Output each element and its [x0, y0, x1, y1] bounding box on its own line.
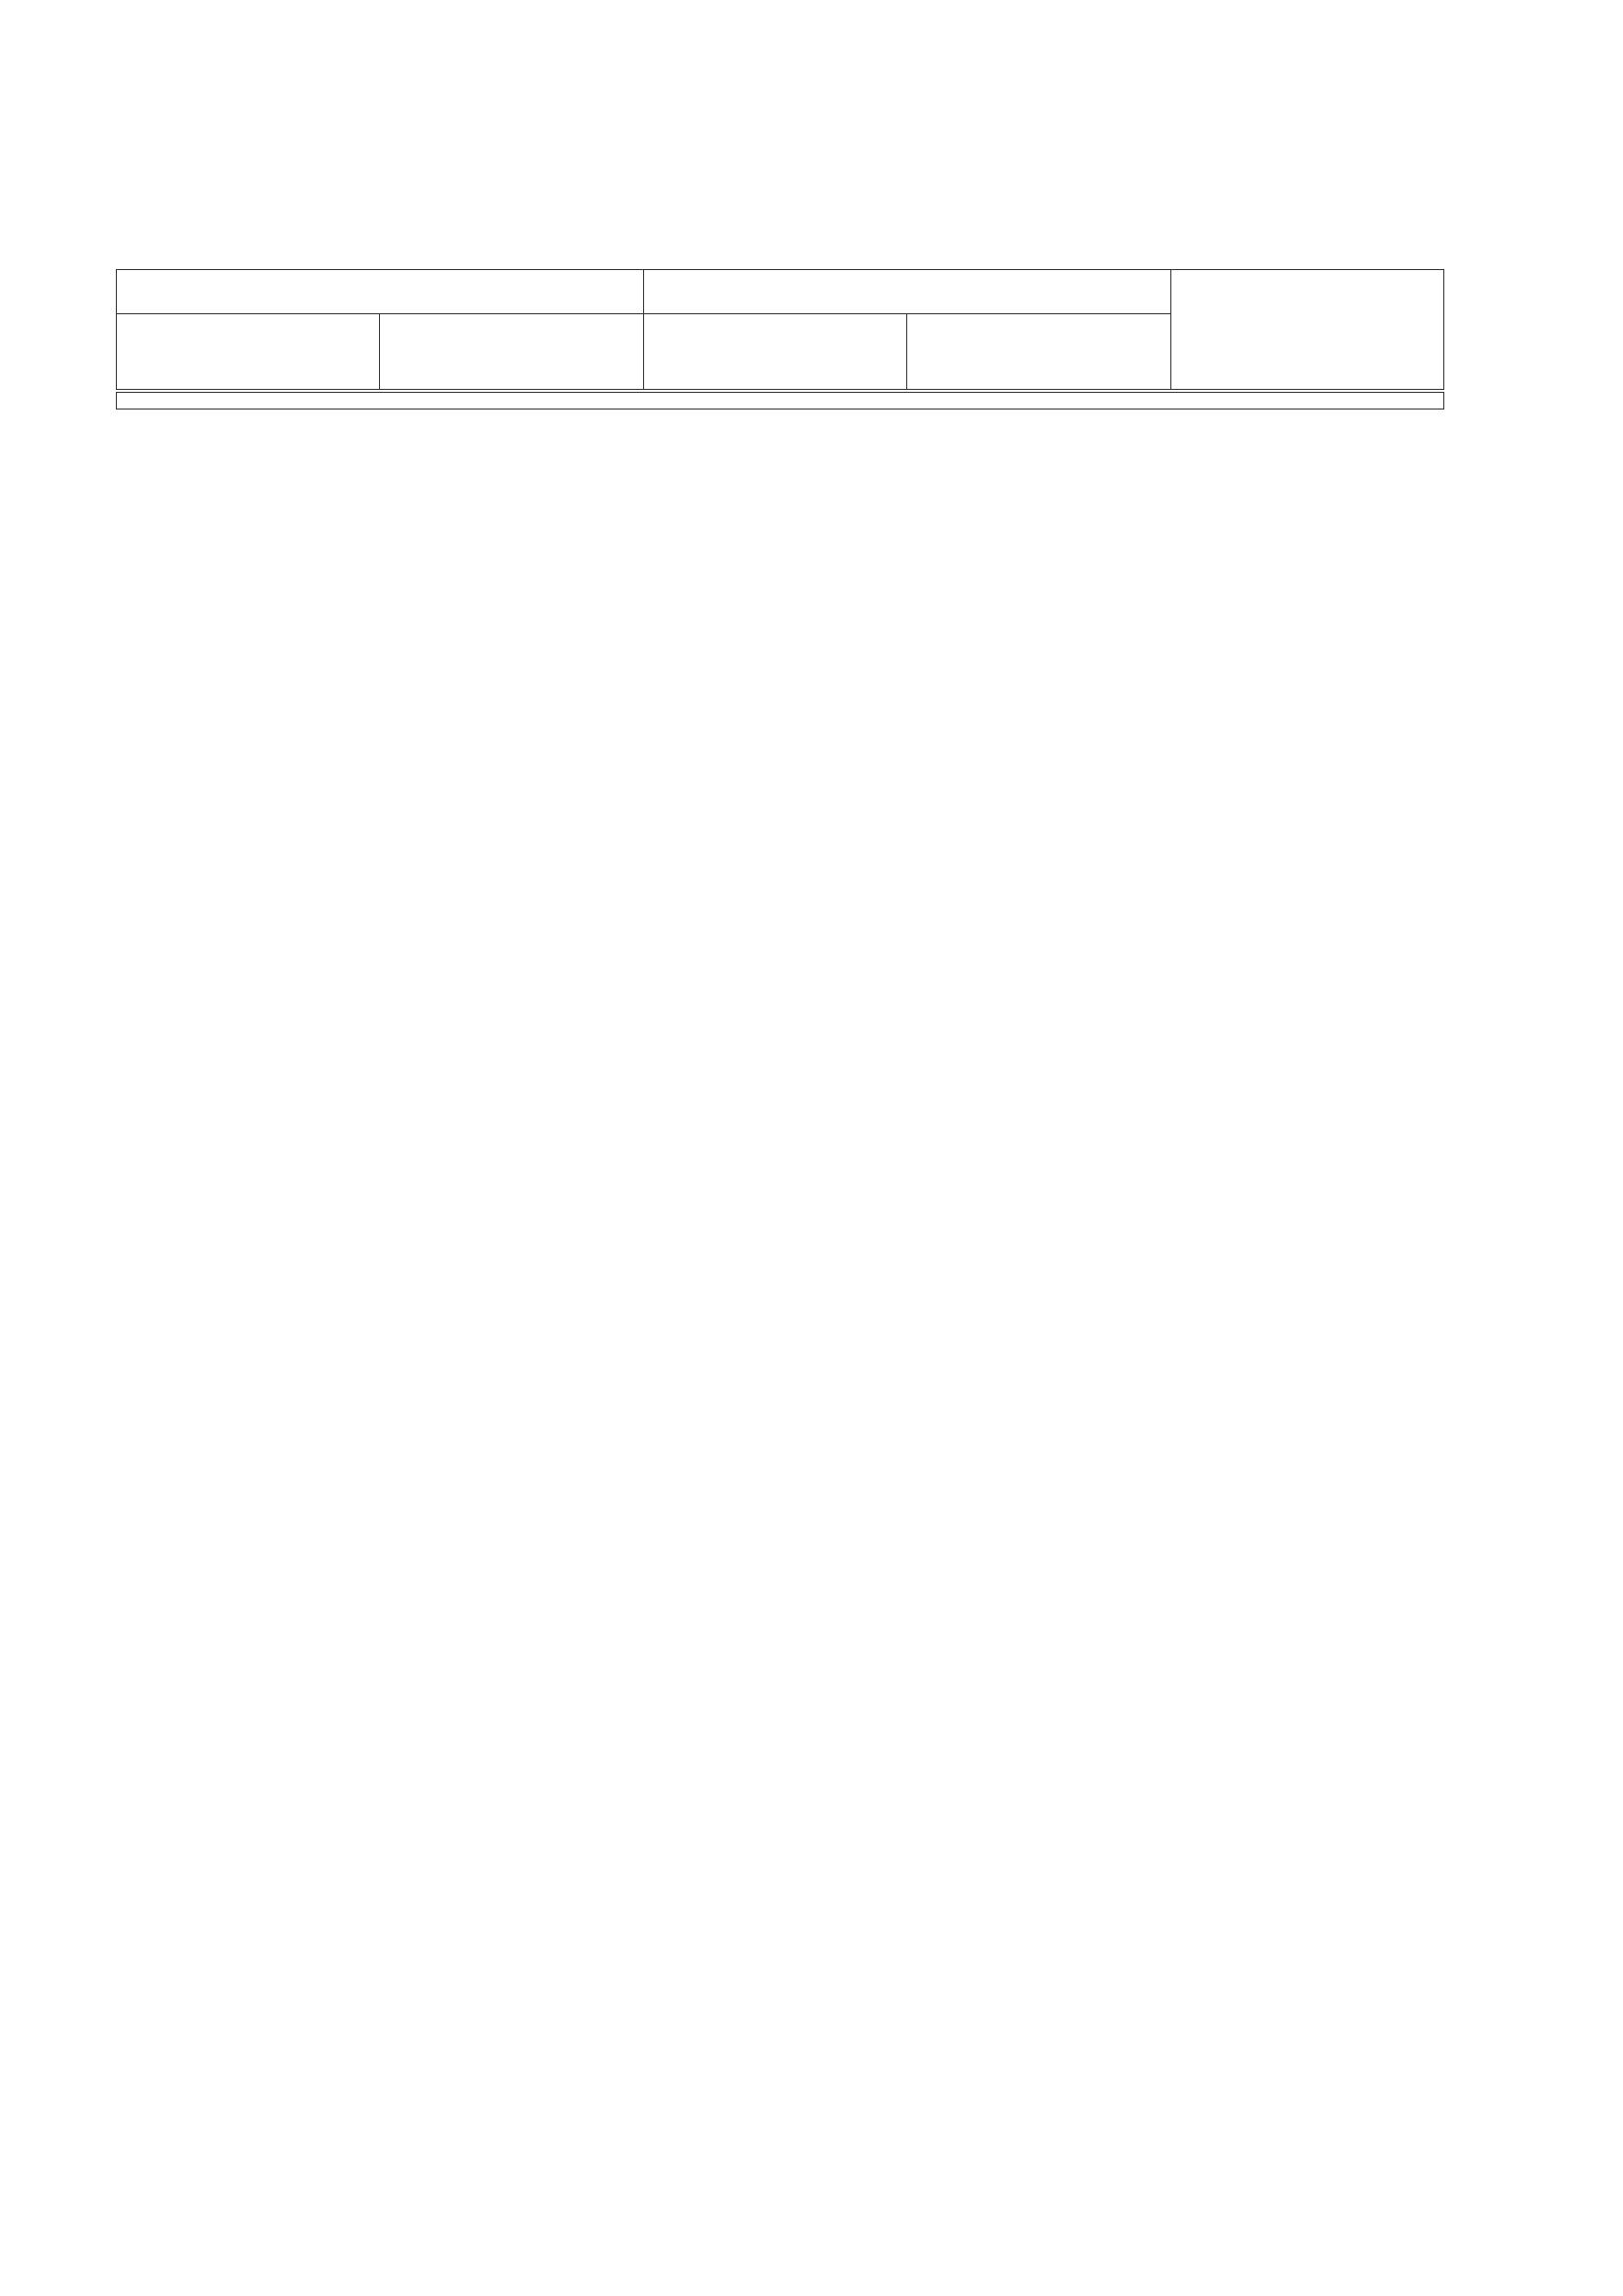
header-max-length-2: [907, 314, 1171, 392]
header-max-length-1: [380, 314, 644, 392]
table-footnotes: [117, 391, 1444, 410]
header-max-width-2: [644, 314, 907, 392]
header-group-without-frame: [117, 270, 644, 314]
body-text: [116, 1554, 1443, 1563]
header-max-width-1: [117, 314, 380, 392]
header-group-with-frame: [644, 270, 1171, 314]
header-min-thickness: [1171, 270, 1444, 392]
thickness-table: [116, 269, 1443, 410]
